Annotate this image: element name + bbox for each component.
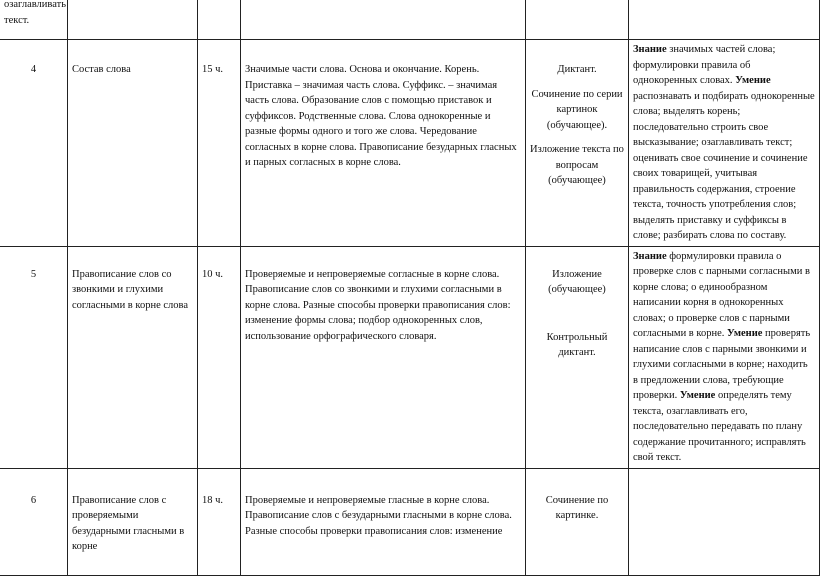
section-topic: Состав слова — [68, 40, 198, 247]
skill-label: Умение — [735, 75, 771, 86]
carry-over-text: озаглавливать текст. — [4, 0, 66, 26]
table-row — [0, 0, 820, 40]
hours-count: 15 ч. — [198, 40, 241, 247]
skill-text: проверять написание слов с парными звонкими и глухими согласными в корне; находить в предложении слова, требующие проверки. — [633, 328, 811, 401]
hours-count: 18 ч. — [198, 468, 241, 575]
knowledge-text: формулировки правила о проверке слов с парными согласными в корне слова; о единообразном написании корня в однокоренных словах; о проверке слов с парными согласными в корне. — [633, 250, 810, 339]
knowledge-label: Знание — [633, 250, 667, 262]
control-form-item: Сочинение по серии картинок (обучающее). — [531, 88, 623, 131]
table-cell — [241, 0, 526, 40]
control-forms — [526, 40, 629, 247]
table-cell — [68, 0, 198, 40]
skill-label: Умение — [679, 390, 716, 401]
knowledge-text: значимых частей слова; формулировки правила об однокоренных словах. — [633, 44, 776, 86]
control-form-item: Сочинение по картинке. — [545, 494, 609, 521]
control-form-item: Контрольный диктант. — [546, 331, 608, 358]
control-form-item: Изложение текста по вопросам (обучающее) — [530, 144, 624, 186]
carry-over-cell — [0, 0, 68, 40]
knowledge-label: Знание — [633, 44, 667, 55]
table-row — [0, 246, 820, 468]
table-cell — [526, 0, 629, 40]
table-row — [0, 40, 820, 247]
row-number: 5 — [0, 246, 68, 468]
requirements — [629, 468, 820, 575]
skill-text: определять тему текста, озаглавливать его, последовательно передавать по плану содержание прочитанного; исправлять свой текст. — [633, 390, 806, 463]
section-topic: Правописание слов с проверяемыми безударными гласными в корне — [68, 468, 198, 575]
table-cell — [198, 0, 241, 40]
row-number: 4 — [0, 40, 68, 247]
table-cell — [629, 0, 820, 40]
section-content: Значимые части слова. Основа и окончание. Корень. Приставка – значимая часть слова. Суффикс. – значимая часть слова. Образование слов с помощью приставок и суффиксов. Родственные слова. Слова однокоренные и разные формы одного и того же слова. Чередование согласных в корне слова. Правописание безударных гласных и парных согласных в корне слова. — [241, 40, 526, 247]
skill-text: распознавать и подбирать однокоренные слова; выделять корень; последовательно строить свое высказывание; озаглавливать текст; оценивать свое сочинение и сочинение своих товарищей, учитывая правильность содержания, строение текста, точность употребления слов; выделять приставку и суффиксы в слове; разбирать слова по составу. — [633, 90, 815, 241]
control-forms — [526, 468, 629, 575]
requirements — [629, 40, 820, 247]
section-content: Проверяемые и непроверяемые согласные в корне слова. Правописание слов со звонкими и глухими согласными в корне слова. Разные способы проверки правописания слов: изменение формы слова; подбор однокоренных слов, использование орфографического словаря. — [241, 246, 526, 468]
table-row — [0, 468, 820, 575]
section-topic: Правописание слов со звонкими и глухими согласными в корне слова — [68, 246, 198, 468]
hours-count: 10 ч. — [198, 246, 241, 468]
section-content: Проверяемые и непроверяемые гласные в корне слова. Правописание слов с безударными гласными в корне слова. Разные способы проверки правописания слов: изменение — [241, 468, 526, 575]
row-number: 6 — [0, 468, 68, 575]
control-forms — [526, 246, 629, 468]
requirements — [629, 246, 820, 468]
skill-label: Умение — [727, 328, 763, 339]
control-form-item: Изложение (обучающее) — [548, 268, 606, 295]
control-form-item: Диктант. — [557, 64, 597, 75]
